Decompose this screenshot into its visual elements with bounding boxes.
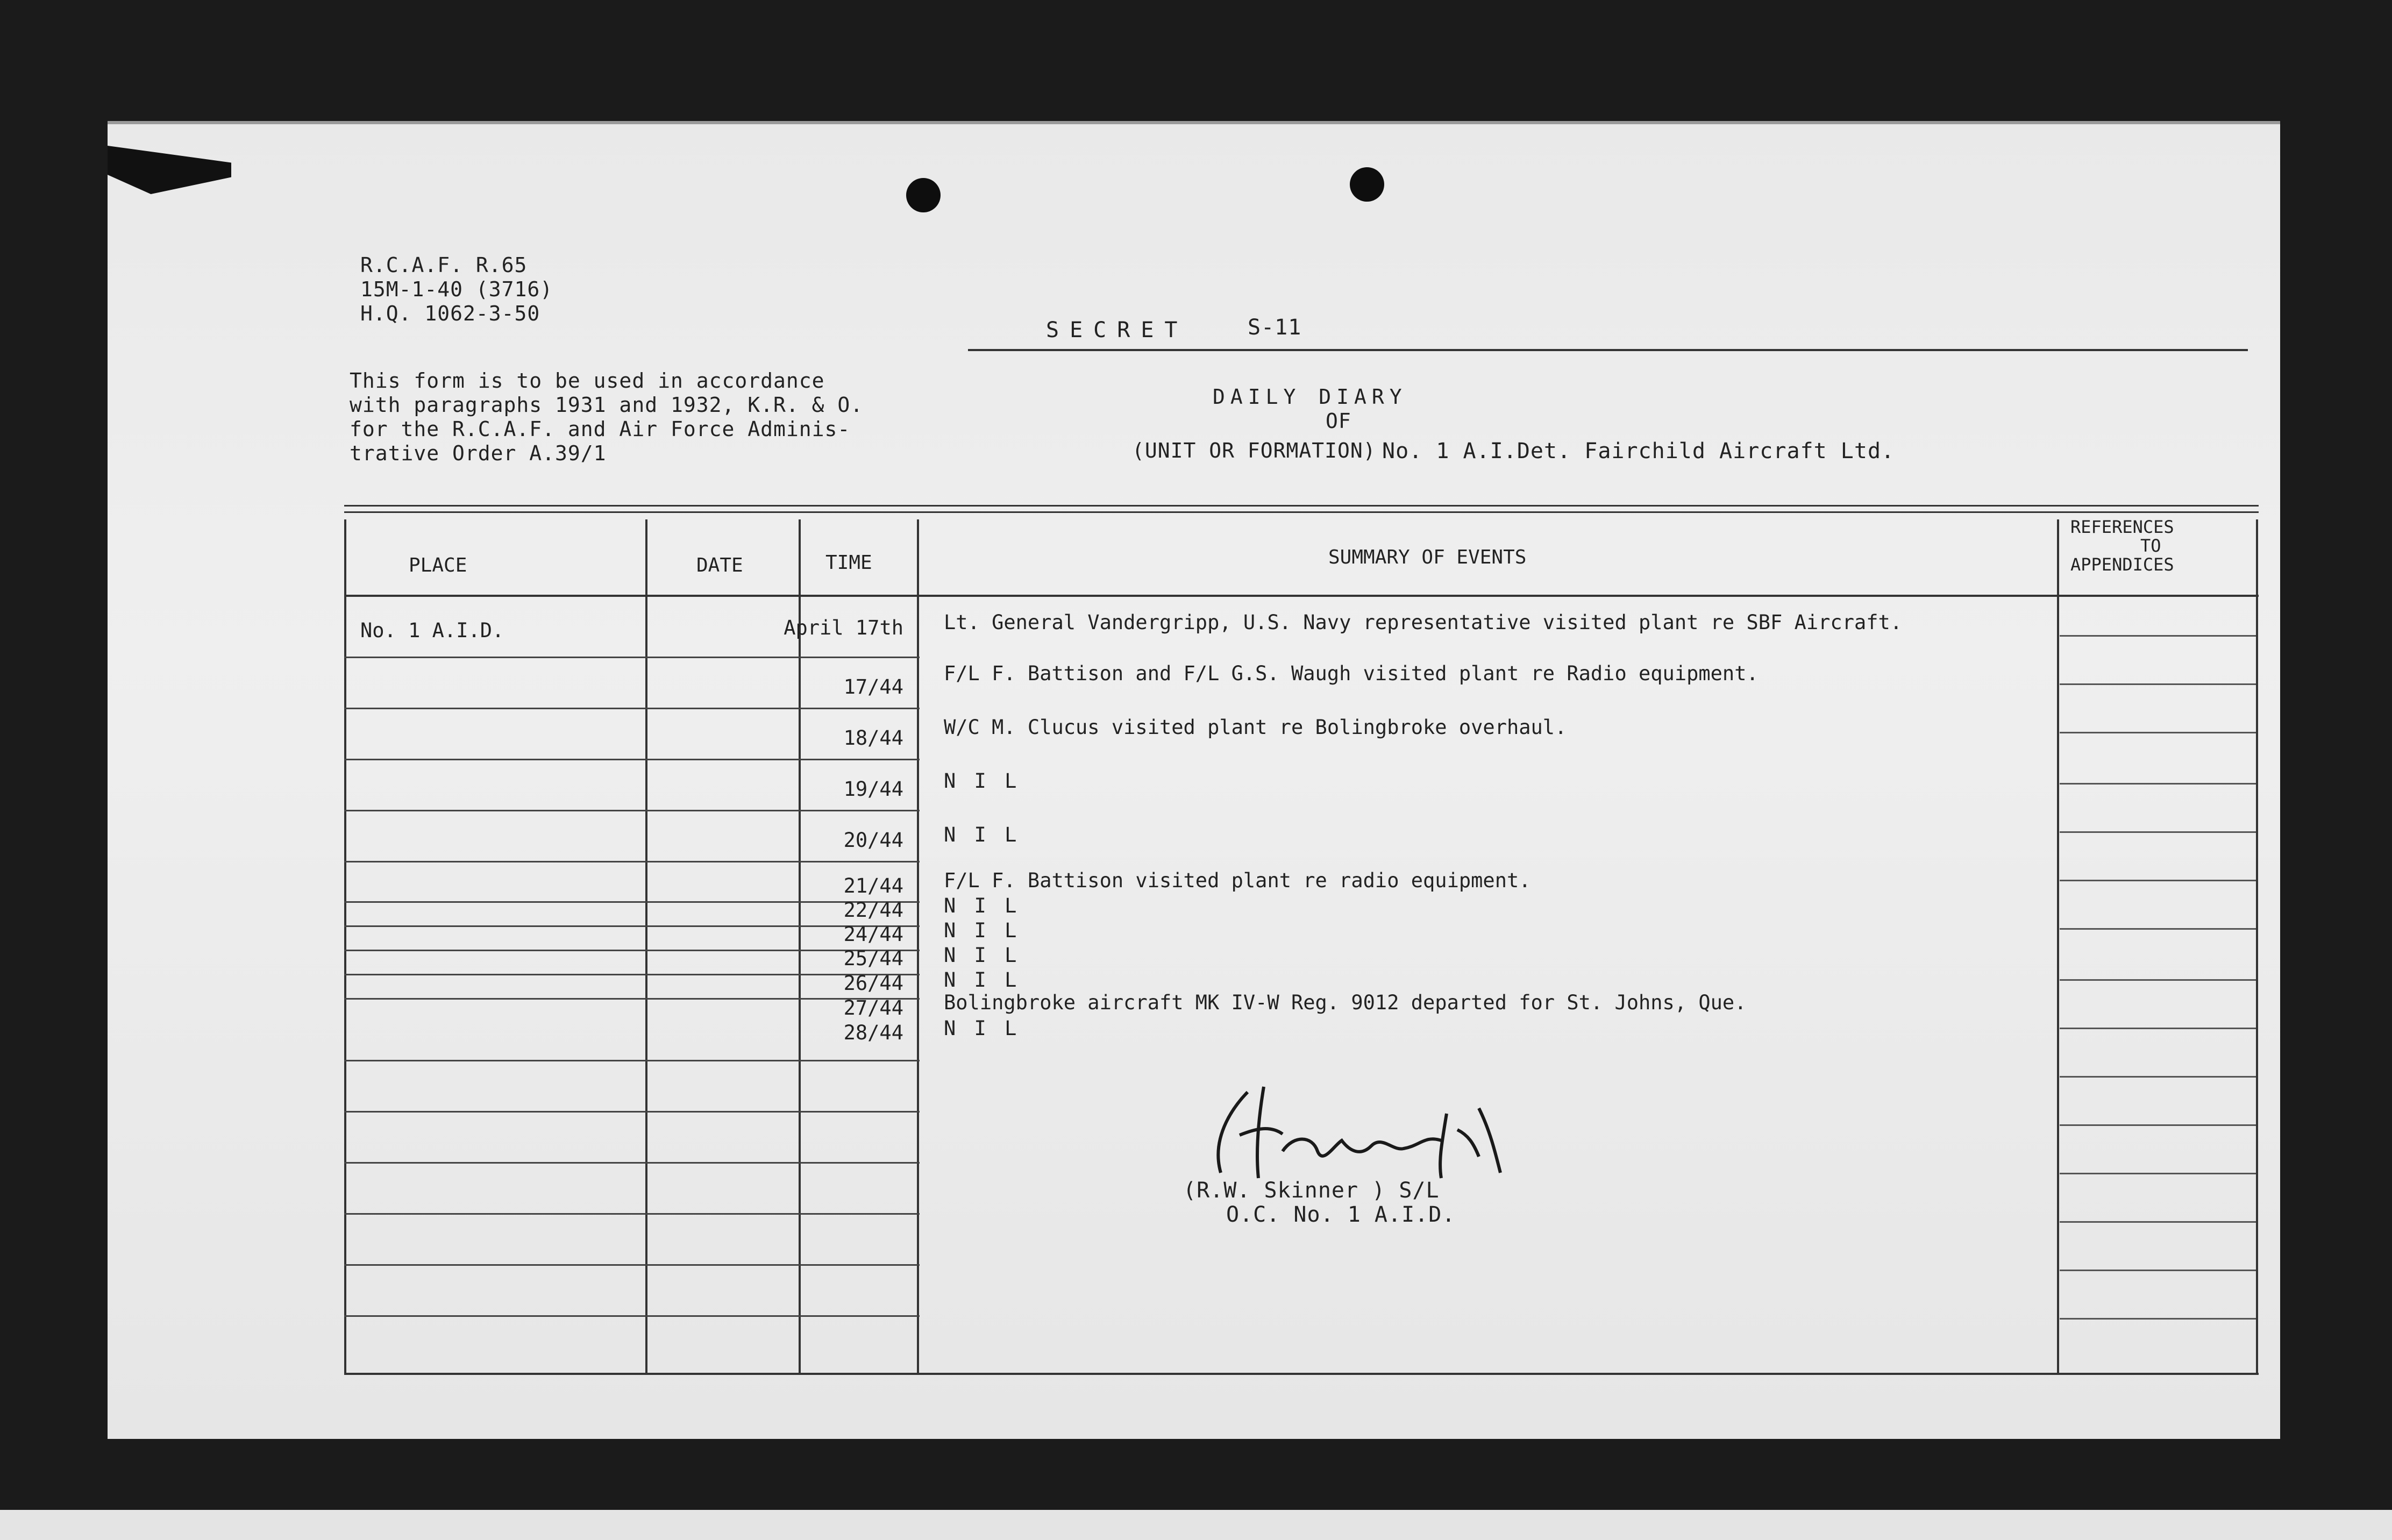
table-bottom-rule [344,1373,2259,1375]
table-top-rule [344,505,2259,507]
row-date: 27/44 [843,996,903,1019]
signatory-title: O.C. No. 1 A.I.D. [1226,1202,1456,1227]
instructions-line: This form is to be used in accordance [350,369,825,393]
diary-title: DAILY DIARY [1213,385,1407,409]
row-date: 20/44 [843,829,903,852]
instructions-line: with paragraphs 1931 and 1932, K.R. & O. [350,393,864,417]
row-event: W/C M. Clucus visited plant re Bolingbroke overhaul. [944,716,1567,739]
signatory-name: (R.W. Skinner ) S/L [1183,1178,1440,1203]
row-event: N I L [944,944,1020,967]
row-event: F/L F. Battison visited plant re radio equipment. [944,869,1531,892]
row-event: N I L [944,823,1020,846]
row-date: 24/44 [843,923,903,946]
ref-rule [2060,831,2256,833]
ref-rule [2060,635,2256,637]
row-rule [344,708,920,709]
row-rule [344,861,920,862]
row-event: N I L [944,919,1020,942]
column-divider [2256,519,2258,1374]
row-event: Bolingbroke aircraft MK IV-W Reg. 9012 departed for St. Johns, Que. [944,991,1747,1014]
form-hq-ref: H.Q. 1062-3-50 [360,302,540,325]
ref-rule [2060,880,2256,881]
scan-bottom-margin [0,1510,2392,1540]
row-rule [344,657,920,658]
header-references-to: TO [2140,536,2161,556]
row-rule [344,1162,920,1164]
ref-rule [2060,1221,2256,1223]
column-divider [2057,519,2059,1374]
row-date: 19/44 [843,778,903,801]
instructions-line: trative Order A.39/1 [350,441,607,465]
row-rule [344,1060,920,1061]
row-rule [344,1213,920,1215]
unit-label: (UNIT OR FORMATION) [1132,439,1376,462]
ref-rule [2060,1318,2256,1320]
row-date: 22/44 [843,899,903,922]
handwritten-signature [1188,1071,1619,1194]
header-summary: SUMMARY OF EVENTS [1328,546,1527,568]
row-date: 25/44 [843,947,903,970]
punch-hole [1350,167,1384,202]
column-divider [917,519,919,1374]
row-rule [344,1315,920,1317]
row-rule [344,1264,920,1266]
header-date: DATE [696,554,743,576]
row-date: 17/44 [843,675,903,698]
sheet-number: S-11 [1248,315,1302,340]
ref-rule [2060,732,2256,733]
unit-value: No. 1 A.I.Det. Fairchild Aircraft Ltd. [1382,439,1895,464]
row-rule [344,1111,920,1113]
row-date: 21/44 [843,874,903,897]
row-event: N I L [944,894,1020,917]
header-rule [968,349,2248,351]
diary-title-of: OF [1326,409,1351,433]
row-date: April 17th [784,616,903,639]
classification: SECRET [1046,318,1188,343]
diary-sheet [108,121,2280,1439]
table-top-rule [344,511,2259,513]
row-date: 26/44 [843,972,903,995]
row-rule [344,759,920,760]
form-number: R.C.A.F. R.65 [360,253,528,277]
punch-hole [906,178,941,212]
row-event: Lt. General Vandergripp, U.S. Navy representative visited plant re SBF Aircraft. [944,611,1903,634]
header-references: REFERENCES [2070,517,2174,537]
row-date: 18/44 [843,726,903,750]
ref-rule [2060,783,2256,785]
header-bottom-rule [344,595,2259,597]
ref-rule [2060,683,2256,685]
header-appendices: APPENDICES [2070,554,2174,575]
folder-tab-mark [108,146,231,194]
ref-rule [2060,1028,2256,1029]
header-time: TIME [825,552,872,574]
ref-rule [2060,979,2256,981]
row-event: N I L [944,1017,1020,1040]
row-event: N I L [944,968,1020,992]
ref-rule [2060,928,2256,930]
instructions-line: for the R.C.A.F. and Air Force Adminis- [350,417,851,441]
row-event: F/L F. Battison and F/L G.S. Waugh visited plant re Radio equipment. [944,662,1759,685]
ref-rule [2060,1076,2256,1078]
column-divider [344,519,346,1374]
column-divider [645,519,647,1374]
ref-rule [2060,1270,2256,1271]
row-event: N I L [944,769,1020,793]
form-print-code: 15M-1-40 (3716) [360,277,553,301]
ref-rule [2060,1124,2256,1126]
row-place: No. 1 A.I.D. [360,619,504,642]
ref-rule [2060,1173,2256,1174]
row-date: 28/44 [843,1021,903,1044]
header-place: PLACE [409,554,467,576]
row-rule [344,810,920,811]
